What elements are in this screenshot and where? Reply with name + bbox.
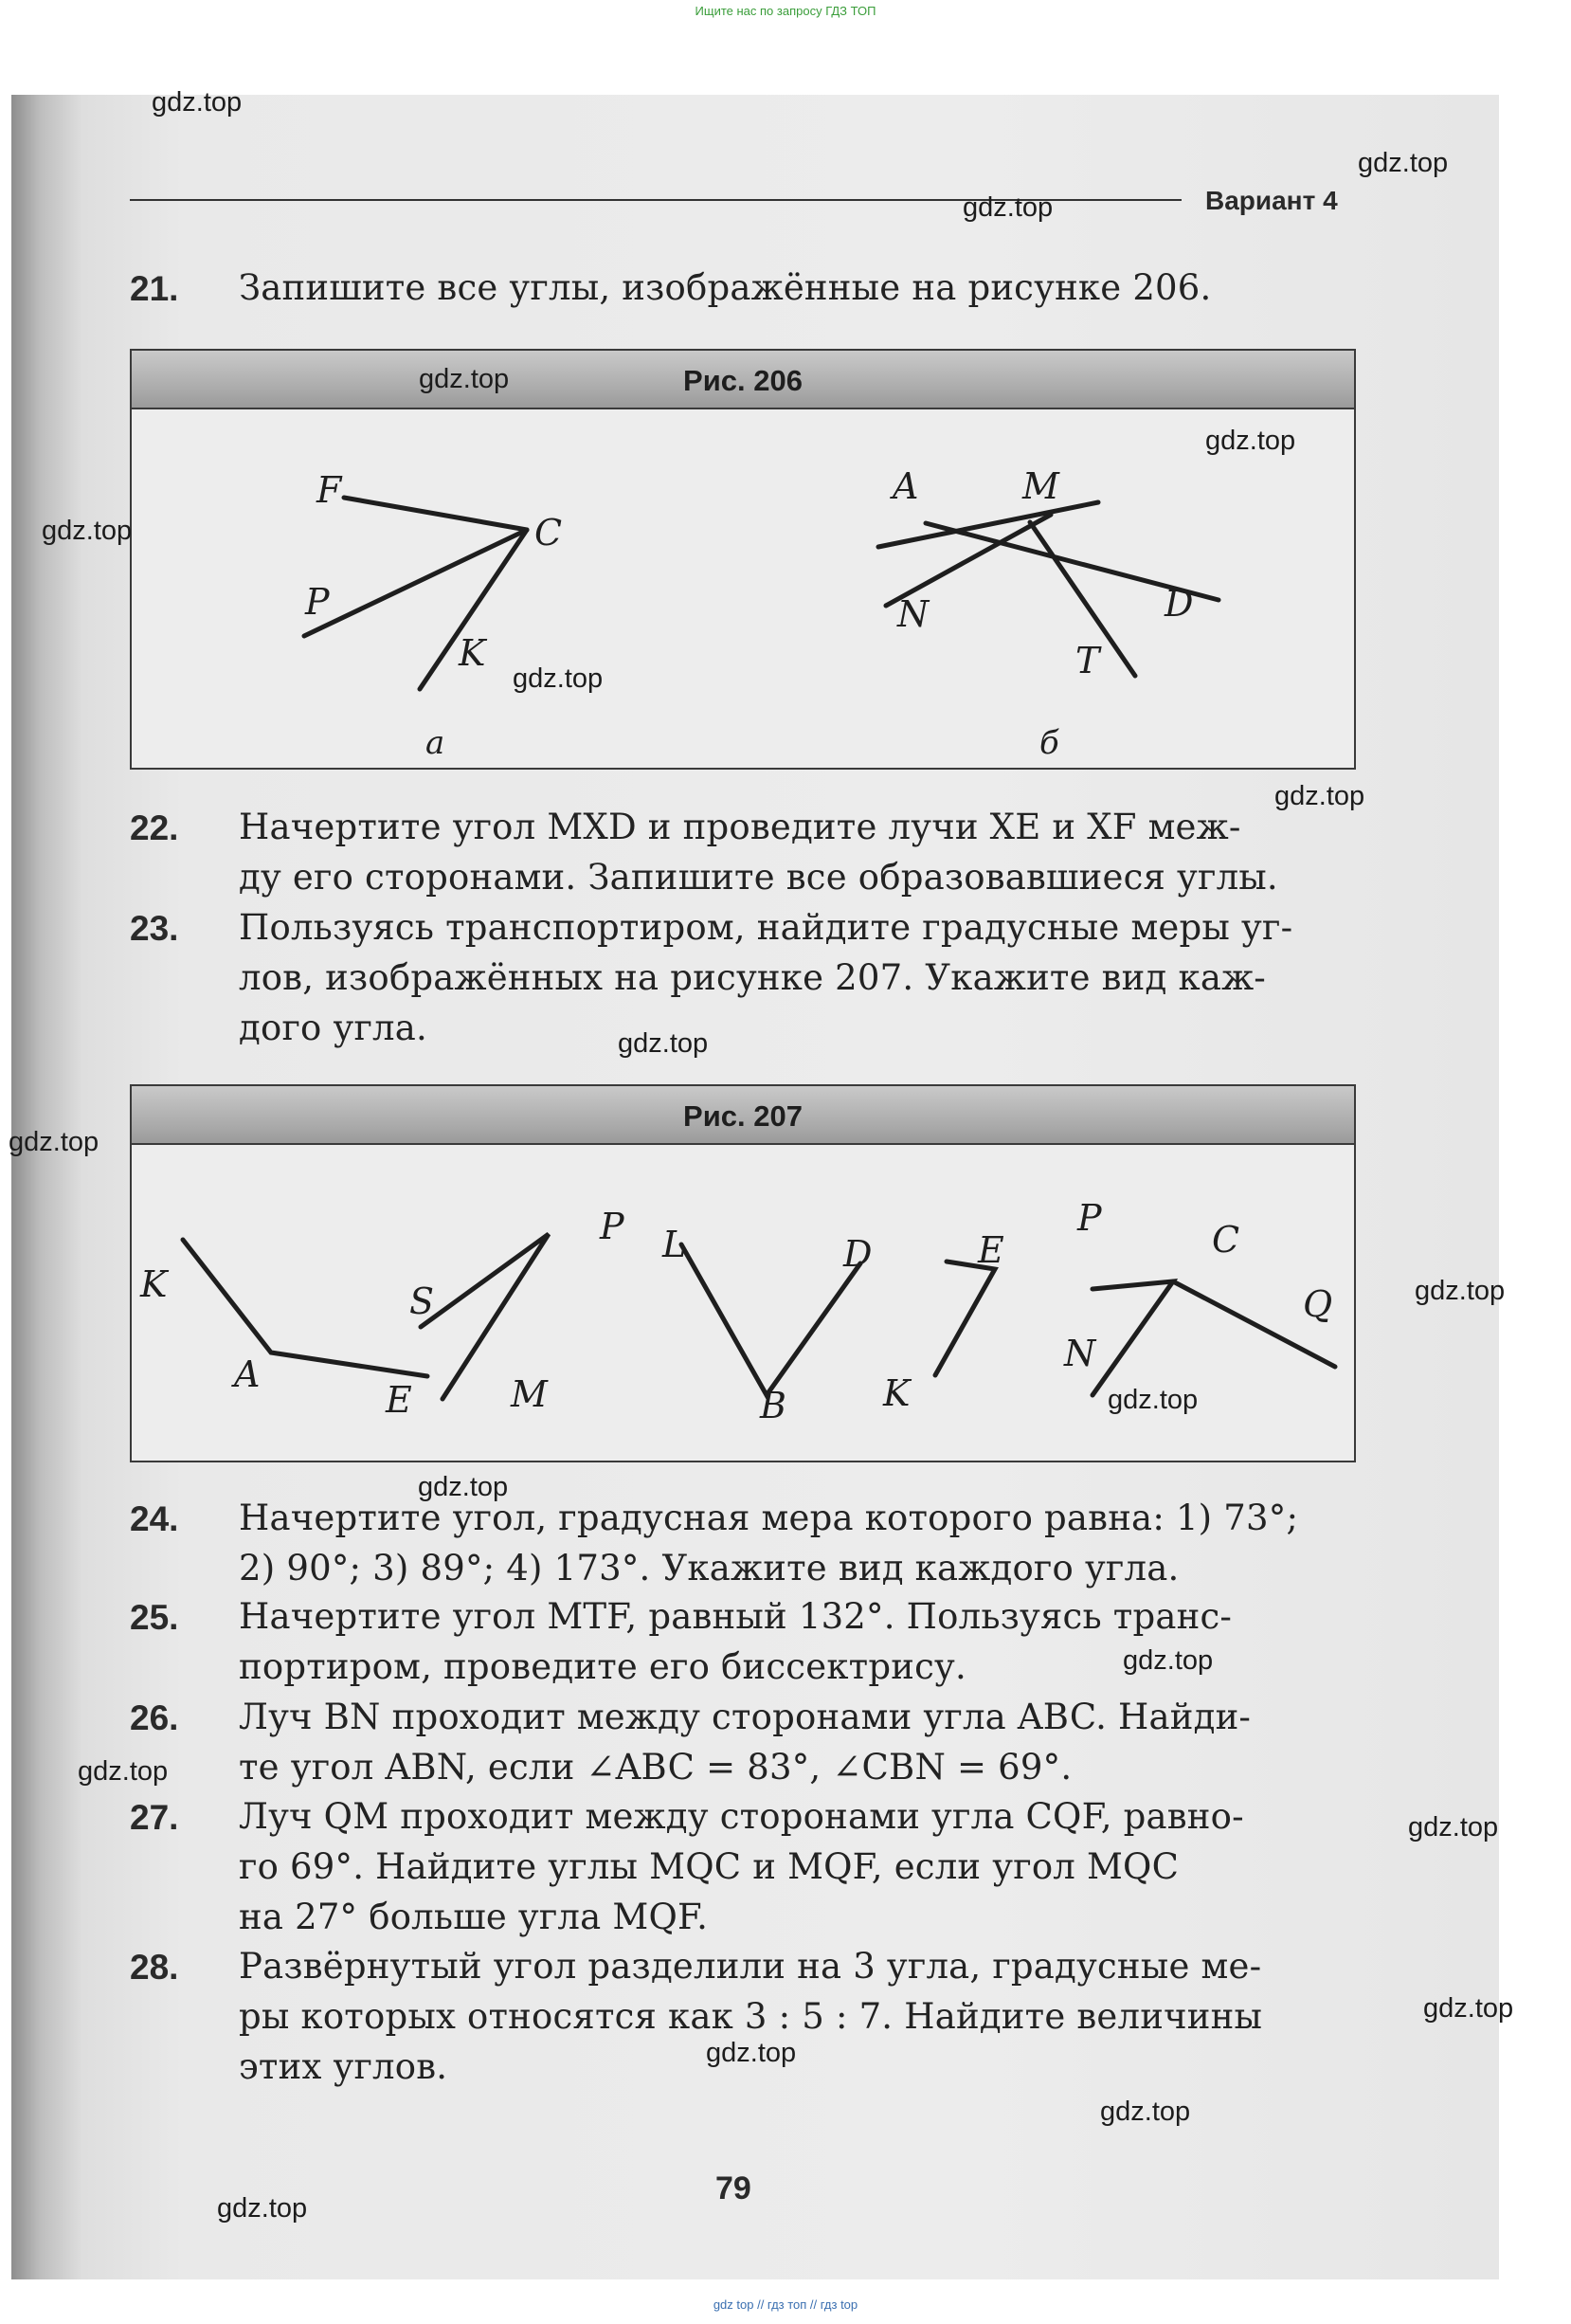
fig206b-caption: б — [1039, 724, 1059, 762]
task-22-line-2: ду его сторонами. Запишите все образовавшиеся углы. — [239, 857, 1278, 898]
figure-207-title: Рис. 207 — [683, 1099, 803, 1133]
task-24-number: 24. — [130, 1499, 179, 1538]
fig206a-label-P: P — [305, 581, 330, 623]
fig207-label-L: L — [662, 1224, 687, 1265]
fig207-label-M: M — [511, 1373, 548, 1415]
watermark: gdz.top — [1415, 1276, 1506, 1306]
fig206b-label-M: M — [1022, 465, 1059, 507]
fig206b-label-N: N — [897, 593, 930, 635]
page-number: 79 — [715, 2170, 751, 2206]
task-27-number: 27. — [130, 1798, 179, 1837]
watermark: gdz.top — [706, 2038, 797, 2068]
watermark: gdz.top — [9, 1127, 99, 1157]
figure-206-title: Рис. 206 — [683, 364, 803, 397]
watermark: gdz.top — [1408, 1812, 1499, 1843]
task-21-line-1: Запишите все углы, изображённые на рисунке 206. — [239, 267, 1212, 308]
figure-206-drawing — [132, 351, 1354, 768]
watermark: gdz.top — [1123, 1645, 1214, 1676]
fig207-label-C: C — [1212, 1219, 1240, 1261]
fig206a-label-F: F — [316, 469, 342, 511]
fig207-label-K2: K — [883, 1372, 911, 1414]
task-27-line-2: го 69°. Найдите углы MQC и MQF, если угол MQC — [239, 1846, 1180, 1887]
task-28-line-3: этих углов. — [239, 2046, 448, 2087]
task-23-number: 23. — [130, 909, 179, 948]
task-23-line-2: лов, изображённых на рисунке 207. Укажите вид каж- — [239, 957, 1267, 998]
task-24-line-1: Начертите угол, градусная мера которого равна: 1) 73°; — [239, 1498, 1299, 1538]
task-26-number: 26. — [130, 1698, 179, 1737]
fig207-label-P1: P — [600, 1206, 624, 1247]
task-28-number: 28. — [130, 1948, 179, 1987]
watermark: gdz.top — [618, 1028, 709, 1059]
watermark: gdz.top — [1423, 1993, 1514, 2024]
fig207-label-B: B — [760, 1385, 786, 1426]
fig206b-label-T: T — [1075, 640, 1100, 681]
fig207-label-A: A — [234, 1353, 261, 1395]
fig207-label-P2: P — [1077, 1197, 1102, 1239]
watermark: gdz.top — [1205, 426, 1296, 456]
task-22-line-1: Начертите угол MXD и проведите лучи XE и XF меж- — [239, 807, 1241, 847]
task-26-line-1: Луч BN проходит между сторонами угла ABC. Найди- — [239, 1697, 1252, 1737]
fig206a-label-K: K — [459, 632, 486, 674]
watermark: gdz.top — [963, 192, 1054, 223]
fig206b-label-D: D — [1165, 583, 1194, 625]
fig207-label-E1: E — [386, 1379, 412, 1421]
watermark: gdz.top — [419, 364, 510, 394]
top-banner: Ищите нас по запросу ГДЗ ТОП — [695, 4, 876, 18]
bottom-banner: gdz top // гдз топ // гдз top — [713, 2297, 858, 2312]
fig206a-label-C: C — [534, 512, 563, 554]
task-27-line-1: Луч QM проходит между сторонами угла CQF, равно- — [239, 1796, 1244, 1837]
task-23-line-3: дого угла. — [239, 1008, 427, 1048]
task-25-line-2: портиром, проведите его биссектрису. — [239, 1646, 966, 1687]
watermark: gdz.top — [1274, 781, 1365, 811]
task-21-number: 21. — [130, 269, 179, 308]
task-22-number: 22. — [130, 808, 179, 847]
fig207-label-D: D — [843, 1233, 873, 1275]
watermark: gdz.top — [1100, 2097, 1191, 2127]
task-26-line-2: те угол ABN, если ∠ABC = 83°, ∠CBN = 69°. — [239, 1747, 1073, 1788]
watermark: gdz.top — [1108, 1385, 1199, 1415]
task-28-line-2: ры которых относятся как 3 : 5 : 7. Найдите величины — [239, 1996, 1263, 2037]
watermark: gdz.top — [152, 87, 243, 118]
task-25-number: 25. — [130, 1598, 179, 1637]
watermark: gdz.top — [1358, 148, 1449, 178]
figure-206 — [130, 349, 1356, 770]
task-27-line-3: на 27° больше угла MQF. — [239, 1897, 709, 1937]
variant-heading: Вариант 4 — [1205, 186, 1338, 215]
fig207-label-K1: K — [140, 1263, 168, 1305]
watermark: gdz.top — [513, 663, 604, 694]
fig206a-caption: а — [425, 724, 445, 762]
fig206b-label-A: A — [893, 465, 919, 507]
task-25-line-1: Начертите угол MTF, равный 132°. Пользуясь транс- — [239, 1596, 1233, 1637]
fig207-label-E2: E — [978, 1229, 1004, 1271]
watermark: gdz.top — [78, 1756, 169, 1787]
fig207-label-Q: Q — [1303, 1283, 1333, 1325]
task-23-line-1: Пользуясь транспортиром, найдите градусные меры уг- — [239, 907, 1293, 948]
watermark: gdz.top — [418, 1472, 509, 1502]
watermark: gdz.top — [217, 2193, 308, 2224]
fig207-label-S: S — [409, 1280, 435, 1322]
task-24-line-2: 2) 90°; 3) 89°; 4) 173°. Укажите вид каждого угла. — [239, 1548, 1180, 1589]
task-28-line-1: Развёрнутый угол разделили на 3 угла, градусные ме- — [239, 1946, 1262, 1987]
fig207-label-N: N — [1064, 1333, 1096, 1374]
watermark: gdz.top — [42, 516, 133, 546]
